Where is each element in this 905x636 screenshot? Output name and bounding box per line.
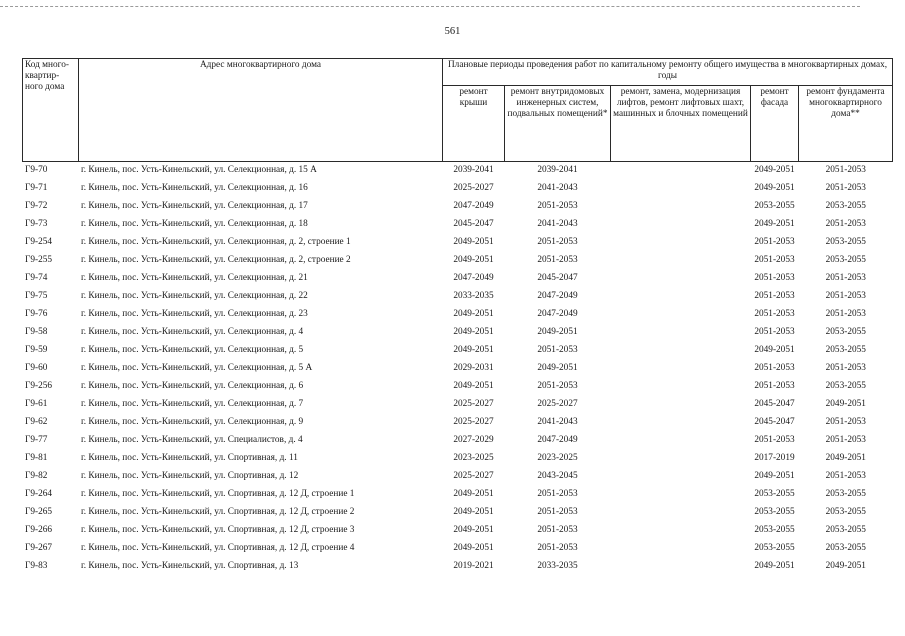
- engineering-period-cell: 2051-2053: [537, 525, 578, 536]
- house-code-cell: Г9-266: [25, 525, 53, 536]
- elevator-period-cell: [611, 342, 751, 360]
- table-row: [23, 540, 893, 558]
- roof-period-cell: 2049-2051: [453, 255, 494, 266]
- house-code-cell: Г9-73: [25, 219, 48, 230]
- house-code-cell: Г9-254: [25, 237, 53, 248]
- engineering-period-cell: 2047-2049: [537, 309, 578, 320]
- facade-period-cell: 2051-2053: [754, 363, 795, 374]
- elevator-period-cell: [611, 288, 751, 306]
- foundation-period-cell: 2051-2053: [825, 219, 866, 230]
- roof-period-cell: 2047-2049: [453, 273, 494, 284]
- roof-period-cell: 2049-2051: [453, 381, 494, 392]
- address-cell: г. Кинель, пос. Усть-Кинельский, ул. Селекционная, д. 18: [81, 219, 308, 230]
- engineering-period-cell: 2039-2041: [537, 165, 578, 176]
- elevator-period-cell: [611, 378, 751, 396]
- engineering-period-cell: 2051-2053: [537, 543, 578, 554]
- roof-period-cell: 2025-2027: [453, 183, 494, 194]
- foundation-period-cell: 2053-2055: [825, 327, 866, 338]
- house-code-cell: Г9-264: [25, 489, 53, 500]
- roof-period-cell: 2025-2027: [453, 471, 494, 482]
- engineering-period-cell: 2051-2053: [537, 489, 578, 500]
- table-row: [23, 216, 893, 234]
- elevator-period-cell: [611, 360, 751, 378]
- capital-repair-schedule-table: [22, 58, 893, 576]
- header-roof: ремонт крыши: [443, 86, 505, 162]
- engineering-period-cell: 2033-2035: [537, 561, 578, 572]
- foundation-period-cell: 2053-2055: [825, 489, 866, 500]
- foundation-period-cell: 2049-2051: [825, 399, 866, 410]
- foundation-period-cell: 2049-2051: [825, 453, 866, 464]
- house-code-cell: Г9-255: [25, 255, 53, 266]
- facade-period-cell: 2051-2053: [754, 381, 795, 392]
- roof-period-cell: 2025-2027: [453, 417, 494, 428]
- roof-period-cell: 2025-2027: [453, 399, 494, 410]
- roof-period-cell: 2047-2049: [453, 201, 494, 212]
- table-row: [23, 504, 893, 522]
- roof-period-cell: 2049-2051: [453, 489, 494, 500]
- foundation-period-cell: 2051-2053: [825, 183, 866, 194]
- foundation-period-cell: 2053-2055: [825, 237, 866, 248]
- house-code-cell: Г9-60: [25, 363, 48, 374]
- house-code-cell: Г9-265: [25, 507, 53, 518]
- address-cell: г. Кинель, пос. Усть-Кинельский, ул. Селекционная, д. 21: [81, 273, 308, 284]
- facade-period-cell: 2053-2055: [754, 525, 795, 536]
- facade-period-cell: 2049-2051: [754, 183, 795, 194]
- table-row: [23, 378, 893, 396]
- table-row: [23, 522, 893, 540]
- foundation-period-cell: 2051-2053: [825, 273, 866, 284]
- header-engineering: ремонт внутридомовых инженерных систем, подвальных помещений*: [505, 86, 611, 162]
- house-code-cell: Г9-74: [25, 273, 48, 284]
- house-code-cell: Г9-62: [25, 417, 48, 428]
- foundation-period-cell: 2051-2053: [825, 291, 866, 302]
- header-code: Код много-квартир-ного дома: [23, 59, 79, 162]
- elevator-period-cell: [611, 324, 751, 342]
- facade-period-cell: 2053-2055: [754, 489, 795, 500]
- top-edge-rule: [0, 6, 860, 7]
- table-row: [23, 234, 893, 252]
- house-code-cell: Г9-58: [25, 327, 48, 338]
- house-code-cell: Г9-77: [25, 435, 48, 446]
- foundation-period-cell: 2049-2051: [825, 561, 866, 572]
- address-cell: г. Кинель, пос. Усть-Кинельский, ул. Селекционная, д. 16: [81, 183, 308, 194]
- house-code-cell: Г9-59: [25, 345, 48, 356]
- house-code-cell: Г9-81: [25, 453, 48, 464]
- house-code-cell: Г9-72: [25, 201, 48, 212]
- table-row: [23, 468, 893, 486]
- foundation-period-cell: 2053-2055: [825, 345, 866, 356]
- foundation-period-cell: 2051-2053: [825, 165, 866, 176]
- address-cell: г. Кинель, пос. Усть-Кинельский, ул. Спортивная, д. 12 Д, строение 2: [81, 507, 355, 518]
- foundation-period-cell: 2051-2053: [825, 471, 866, 482]
- roof-period-cell: 2019-2021: [453, 561, 494, 572]
- elevator-period-cell: [611, 252, 751, 270]
- engineering-period-cell: 2047-2049: [537, 435, 578, 446]
- elevator-period-cell: [611, 270, 751, 288]
- engineering-period-cell: 2049-2051: [537, 327, 578, 338]
- engineering-period-cell: 2049-2051: [537, 363, 578, 374]
- facade-period-cell: 2051-2053: [754, 291, 795, 302]
- foundation-period-cell: 2053-2055: [825, 381, 866, 392]
- elevator-period-cell: [611, 540, 751, 558]
- elevator-period-cell: [611, 486, 751, 504]
- engineering-period-cell: 2045-2047: [537, 273, 578, 284]
- facade-period-cell: 2051-2053: [754, 309, 795, 320]
- address-cell: г. Кинель, пос. Усть-Кинельский, ул. Селекционная, д. 7: [81, 399, 304, 410]
- roof-period-cell: 2033-2035: [453, 291, 494, 302]
- elevator-period-cell: [611, 396, 751, 414]
- house-code-cell: Г9-82: [25, 471, 48, 482]
- table-row: [23, 396, 893, 414]
- facade-period-cell: 2049-2051: [754, 471, 795, 482]
- engineering-period-cell: 2047-2049: [537, 291, 578, 302]
- roof-period-cell: 2049-2051: [453, 237, 494, 248]
- table-row: [23, 450, 893, 468]
- elevator-period-cell: [611, 558, 751, 576]
- roof-period-cell: 2049-2051: [453, 345, 494, 356]
- address-cell: г. Кинель, пос. Усть-Кинельский, ул. Селекционная, д. 6: [81, 381, 304, 392]
- facade-period-cell: 2049-2051: [754, 561, 795, 572]
- table-row: [23, 432, 893, 450]
- facade-period-cell: 2051-2053: [754, 327, 795, 338]
- house-code-cell: Г9-256: [25, 381, 53, 392]
- address-cell: г. Кинель, пос. Усть-Кинельский, ул. Селекционная, д. 2, строение 1: [81, 237, 351, 248]
- elevator-period-cell: [611, 432, 751, 450]
- roof-period-cell: 2049-2051: [453, 543, 494, 554]
- engineering-period-cell: 2043-2045: [537, 471, 578, 482]
- house-code-cell: Г9-76: [25, 309, 48, 320]
- engineering-period-cell: 2051-2053: [537, 237, 578, 248]
- address-cell: г. Кинель, пос. Усть-Кинельский, ул. Селекционная, д. 2, строение 2: [81, 255, 351, 266]
- house-code-cell: Г9-70: [25, 165, 48, 176]
- address-cell: г. Кинель, пос. Усть-Кинельский, ул. Селекционная, д. 17: [81, 201, 308, 212]
- table-row: [23, 252, 893, 270]
- facade-period-cell: 2045-2047: [754, 417, 795, 428]
- foundation-period-cell: 2051-2053: [825, 417, 866, 428]
- address-cell: г. Кинель, пос. Усть-Кинельский, ул. Спортивная, д. 11: [81, 453, 298, 464]
- address-cell: г. Кинель, пос. Усть-Кинельский, ул. Селекционная, д. 5 А: [81, 363, 313, 374]
- address-cell: г. Кинель, пос. Усть-Кинельский, ул. Селекционная, д. 22: [81, 291, 308, 302]
- facade-period-cell: 2045-2047: [754, 399, 795, 410]
- engineering-period-cell: 2051-2053: [537, 507, 578, 518]
- facade-period-cell: 2053-2055: [754, 543, 795, 554]
- engineering-period-cell: 2041-2043: [537, 417, 578, 428]
- facade-period-cell: 2051-2053: [754, 273, 795, 284]
- foundation-period-cell: 2051-2053: [825, 435, 866, 446]
- engineering-period-cell: 2051-2053: [537, 255, 578, 266]
- page-number: 561: [444, 26, 461, 37]
- roof-period-cell: 2029-2031: [453, 363, 494, 374]
- house-code-cell: Г9-83: [25, 561, 48, 572]
- house-code-cell: Г9-71: [25, 183, 48, 194]
- header-address: Адрес многоквартирного дома: [79, 59, 443, 162]
- roof-period-cell: 2049-2051: [453, 327, 494, 338]
- roof-period-cell: 2049-2051: [453, 525, 494, 536]
- engineering-period-cell: 2023-2025: [537, 453, 578, 464]
- foundation-period-cell: 2051-2053: [825, 363, 866, 374]
- address-cell: г. Кинель, пос. Усть-Кинельский, ул. Селекционная, д. 9: [81, 417, 304, 428]
- table-row: [23, 288, 893, 306]
- roof-period-cell: 2027-2029: [453, 435, 494, 446]
- house-code-cell: Г9-61: [25, 399, 48, 410]
- roof-period-cell: 2023-2025: [453, 453, 494, 464]
- foundation-period-cell: 2051-2053: [825, 309, 866, 320]
- elevator-period-cell: [611, 306, 751, 324]
- table-row: [23, 162, 893, 181]
- address-cell: г. Кинель, пос. Усть-Кинельский, ул. Спортивная, д. 13: [81, 561, 299, 572]
- foundation-period-cell: 2053-2055: [825, 507, 866, 518]
- facade-period-cell: 2049-2051: [754, 165, 795, 176]
- facade-period-cell: 2051-2053: [754, 435, 795, 446]
- facade-period-cell: 2053-2055: [754, 507, 795, 518]
- table-row: [23, 180, 893, 198]
- elevator-period-cell: [611, 198, 751, 216]
- engineering-period-cell: 2041-2043: [537, 219, 578, 230]
- table-row: [23, 558, 893, 576]
- elevator-period-cell: [611, 162, 751, 181]
- foundation-period-cell: 2053-2055: [825, 255, 866, 266]
- facade-period-cell: 2053-2055: [754, 201, 795, 212]
- foundation-period-cell: 2053-2055: [825, 543, 866, 554]
- table-row: [23, 306, 893, 324]
- address-cell: г. Кинель, пос. Усть-Кинельский, ул. Селекционная, д. 23: [81, 309, 308, 320]
- facade-period-cell: 2051-2053: [754, 237, 795, 248]
- house-code-cell: Г9-267: [25, 543, 53, 554]
- elevator-period-cell: [611, 504, 751, 522]
- address-cell: г. Кинель, пос. Усть-Кинельский, ул. Селекционная, д. 5: [81, 345, 304, 356]
- facade-period-cell: 2049-2051: [754, 219, 795, 230]
- table-row: [23, 198, 893, 216]
- house-code-cell: Г9-75: [25, 291, 48, 302]
- engineering-period-cell: 2051-2053: [537, 345, 578, 356]
- roof-period-cell: 2049-2051: [453, 507, 494, 518]
- table-row: [23, 324, 893, 342]
- facade-period-cell: 2051-2053: [754, 255, 795, 266]
- elevator-period-cell: [611, 234, 751, 252]
- address-cell: г. Кинель, пос. Усть-Кинельский, ул. Спортивная, д. 12: [81, 471, 299, 482]
- foundation-period-cell: 2053-2055: [825, 525, 866, 536]
- engineering-period-cell: 2041-2043: [537, 183, 578, 194]
- elevator-period-cell: [611, 180, 751, 198]
- table-row: [23, 270, 893, 288]
- table-row: [23, 486, 893, 504]
- engineering-period-cell: 2051-2053: [537, 201, 578, 212]
- header-elevator: ремонт, замена, модернизация лифтов, ремонт лифтовых шахт, машинных и блочных помещений: [611, 86, 751, 162]
- elevator-period-cell: [611, 522, 751, 540]
- table-row: [23, 414, 893, 432]
- header-foundation: ремонт фундамента многоквартирного дома**: [799, 86, 893, 162]
- address-cell: г. Кинель, пос. Усть-Кинельский, ул. Специалистов, д. 4: [81, 435, 303, 446]
- elevator-period-cell: [611, 450, 751, 468]
- header-periods-group: Плановые периоды проведения работ по капитальному ремонту общего имущества в многоквартирных домах, годы: [443, 59, 893, 86]
- roof-period-cell: 2039-2041: [453, 165, 494, 176]
- roof-period-cell: 2045-2047: [453, 219, 494, 230]
- facade-period-cell: 2049-2051: [754, 345, 795, 356]
- table-body: [23, 162, 893, 577]
- elevator-period-cell: [611, 414, 751, 432]
- roof-period-cell: 2049-2051: [453, 309, 494, 320]
- address-cell: г. Кинель, пос. Усть-Кинельский, ул. Селекционная, д. 15 А: [81, 165, 317, 176]
- table-row: [23, 360, 893, 378]
- engineering-period-cell: 2025-2027: [537, 399, 578, 410]
- address-cell: г. Кинель, пос. Усть-Кинельский, ул. Селекционная, д. 4: [81, 327, 304, 338]
- foundation-period-cell: 2053-2055: [825, 201, 866, 212]
- elevator-period-cell: [611, 468, 751, 486]
- engineering-period-cell: 2051-2053: [537, 381, 578, 392]
- address-cell: г. Кинель, пос. Усть-Кинельский, ул. Спортивная, д. 12 Д, строение 1: [81, 489, 355, 500]
- address-cell: г. Кинель, пос. Усть-Кинельский, ул. Спортивная, д. 12 Д, строение 4: [81, 543, 355, 554]
- table-row: [23, 342, 893, 360]
- header-facade: ремонт фасада: [751, 86, 799, 162]
- facade-period-cell: 2017-2019: [754, 453, 795, 464]
- elevator-period-cell: [611, 216, 751, 234]
- address-cell: г. Кинель, пос. Усть-Кинельский, ул. Спортивная, д. 12 Д, строение 3: [81, 525, 355, 536]
